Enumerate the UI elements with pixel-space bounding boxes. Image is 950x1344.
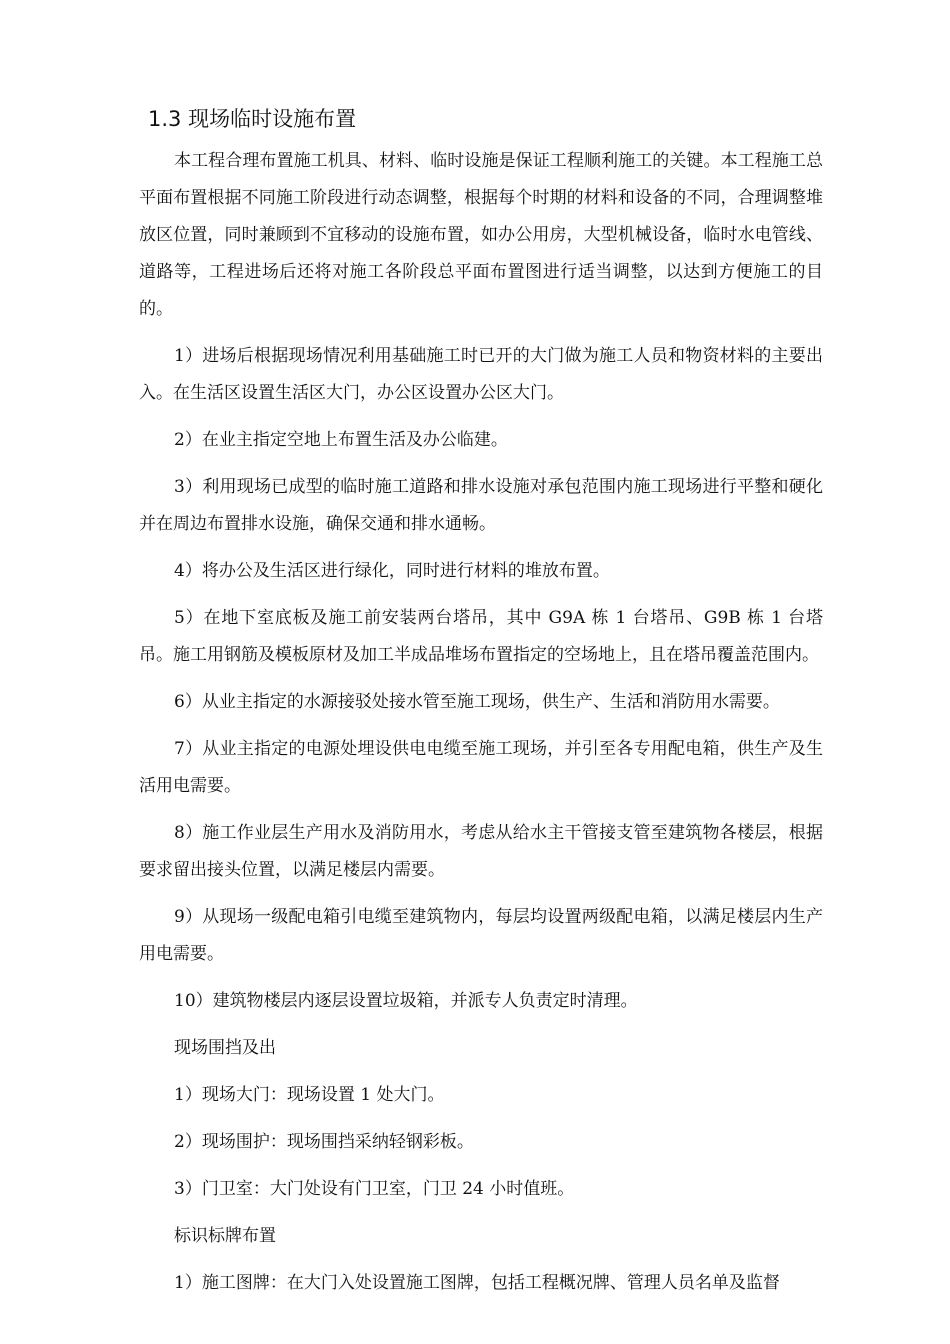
signage-item-1: 1）施工图牌：在大门入处设置施工图牌，包括工程概况牌、管理人员名单及监督 [174,1273,780,1293]
fence-item-3: 3）门卫室：大门处设有门卫室，门卫 24 小时值班。 [174,1179,575,1199]
fence-item-2: 2）现场围护：现场围挡采纳轻钢彩板。 [174,1132,474,1152]
paragraph-item-10: 10）建筑物楼层内逐层设置垃圾箱，并派专人负责定时清理。 [174,991,638,1011]
paragraph-item-1: 1）进场后根据现场情况利用基础施工时已开的大门做为施工人员和物资材料的主要出入。在生活区设置生活区大门，办公区设置办公区大门。 [139,346,823,403]
paragraph-item-2: 2）在业主指定空地上布置生活及办公临建。 [174,430,508,450]
document-body [139,143,823,1312]
paragraph-item-7: 7）从业主指定的电源处埋设供电电缆至施工现场，并引至各专用配电箱，供生产及生活用电需要。 [139,739,823,796]
paragraph-item-8: 8）施工作业层生产用水及消防用水，考虑从给水主干管接支管至建筑物各楼层，根据要求留出接头位置，以满足楼层内需要。 [139,823,823,880]
paragraph-item-6: 6）从业主指定的水源接驳处接水管至施工现场，供生产、生活和消防用水需要。 [174,692,780,712]
subheading-signage: 标识标牌布置 [174,1226,276,1246]
section-heading: 1.3 现场临时设施布置 [148,107,357,131]
paragraph-item-3: 3）利用现场已成型的临时施工道路和排水设施对承包范围内施工现场进行平整和硬化并在周边布置排水设施，确保交通和排水通畅。 [139,477,823,534]
paragraph-item-9: 9）从现场一级配电箱引电缆至建筑物内，每层均设置两级配电箱，以满足楼层内生产用电需要。 [139,907,823,964]
paragraph-intro: 本工程合理布置施工机具、材料、临时设施是保证工程顺利施工的关键。本工程施工总平面布置根据不同施工阶段进行动态调整，根据每个时期的材料和设备的不同，合理调整堆放区位置，同时兼顾到不宜移动的设施布置，如办公用房，大型机械设备，临时水电管线、道路等，工程进场后还将对施工各阶段总平面布置图进行适当调整，以达到方便施工的目的。 [139,151,823,319]
fence-item-1: 1）现场大门：现场设置 1 处大门。 [174,1085,445,1105]
paragraph-item-4: 4）将办公及生活区进行绿化，同时进行材料的堆放布置。 [174,561,610,581]
paragraph-item-5: 5）在地下室底板及施工前安装两台塔吊，其中 G9A 栋 1 台塔吊、G9B 栋 1 台塔吊。施工用钢筋及模板原材及加工半成品堆场布置指定的空场地上，且在塔吊覆盖范围内。 [139,608,823,665]
subheading-fence: 现场围挡及出 [174,1038,276,1058]
